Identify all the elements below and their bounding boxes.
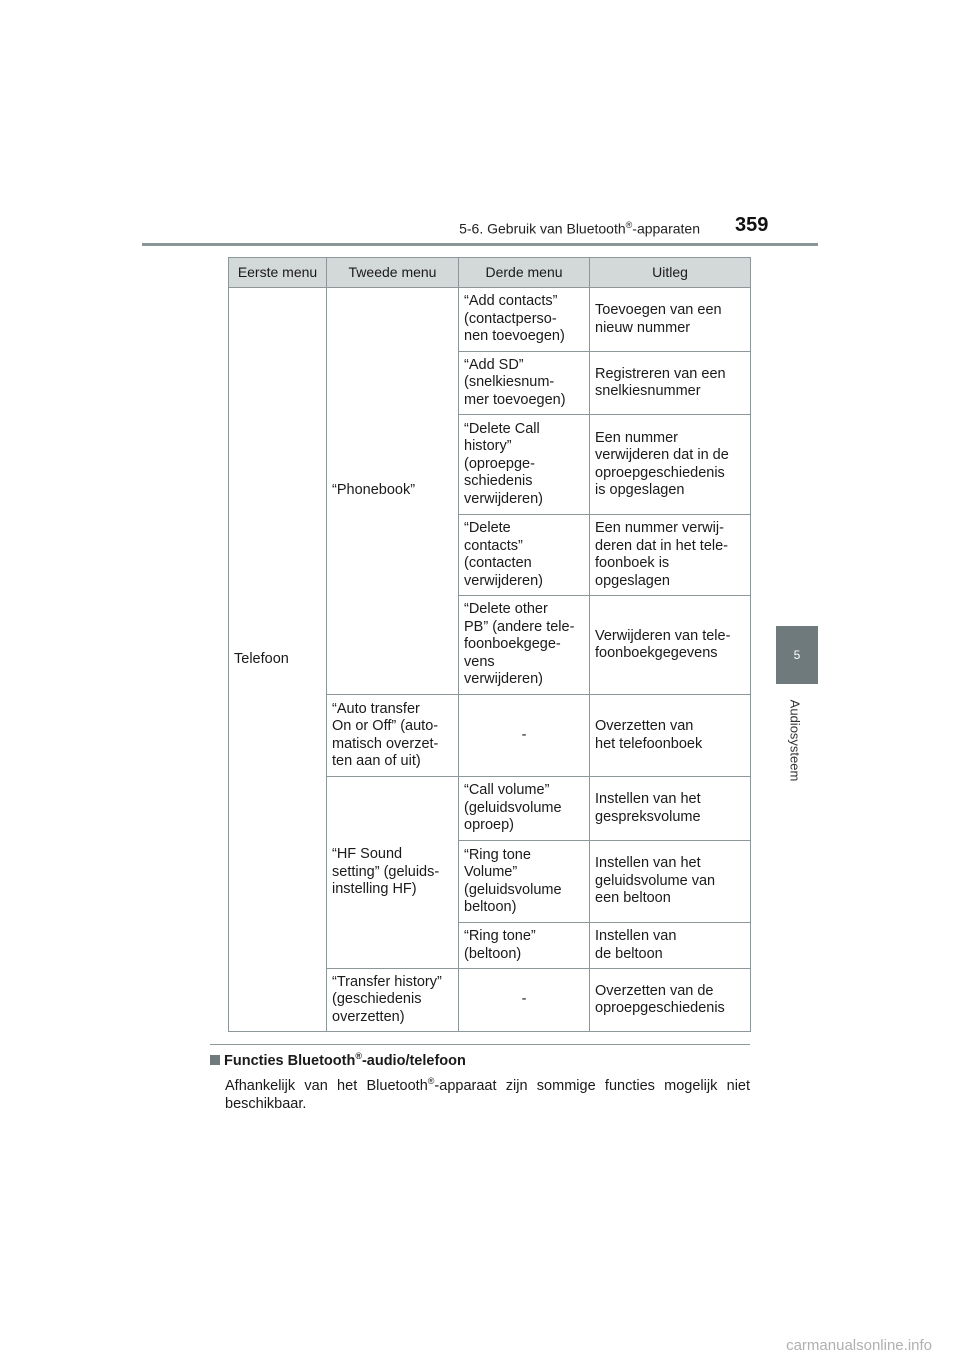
explanation-cell: Instellen van het gespreksvolume (590, 777, 751, 841)
second-menu-cell: “Transfer history” (geschiedenis overzetten) (327, 969, 459, 1032)
registered-mark: ® (625, 220, 633, 230)
third-menu-cell: - (459, 969, 590, 1032)
third-menu-cell: “Call volume” (geluidsvolume oproep) (459, 777, 590, 841)
explanation-cell: Instellen van de beltoon (590, 923, 751, 969)
third-menu-cell: “Ring tone Volume” (geluidsvolume beltoon) (459, 841, 590, 923)
page-number: 359 (735, 214, 769, 236)
chapter-label: Audiosysteem (787, 699, 803, 782)
third-menu-cell: - (459, 695, 590, 777)
explanation-cell: Een nummer verwijderen dat in de oproepgeschiedenis is opgeslagen (590, 415, 751, 515)
table-row (229, 288, 751, 352)
third-menu-cell: “Delete other PB” (andere tele- foonboekgege- vens verwijderen) (459, 596, 590, 695)
section-body-text: Afhankelijk van het Bluetooth (225, 1077, 428, 1094)
section-heading-text: Functies Bluetooth (224, 1052, 356, 1069)
first-menu-cell: Telefoon (229, 288, 327, 1032)
explanation-cell: Toevoegen van een nieuw nummer (590, 288, 751, 352)
column-header-second-menu: Tweede menu (327, 258, 459, 288)
table-header-row (229, 258, 751, 288)
third-menu-cell: “Delete Call history” (oproepge- schiedenis verwijderen) (459, 415, 590, 515)
column-header-explanation: Uitleg (590, 258, 751, 288)
section-heading (210, 1051, 750, 1069)
column-header-third-menu: Derde menu (459, 258, 590, 288)
explanation-cell: Verwijderen van tele- foonboekgegevens (590, 596, 751, 695)
second-menu-cell: “Auto transfer On or Off” (auto- matisch overzet- ten aan of uit) (327, 695, 459, 777)
explanation-cell: Overzetten van de oproepgeschiedenis (590, 969, 751, 1032)
section-divider (210, 1044, 750, 1045)
column-header-first-menu: Eerste menu (229, 258, 327, 288)
section-body-suffix: -apparaat zijn sommige functies mogelijk niet beschikbaar. (225, 1077, 751, 1112)
explanation-cell: Instellen van het geluidsvolume van een beltoon (590, 841, 751, 923)
watermark: carmanualsonline.info (786, 1337, 932, 1354)
section-title-text: 5-6. Gebruik van Bluetooth (459, 220, 626, 237)
section-heading-suffix: -audio/telefoon (361, 1052, 466, 1069)
registered-mark: ® (355, 1051, 362, 1061)
header-divider (142, 243, 818, 246)
explanation-cell: Een nummer verwij- deren dat in het tele- foonboek is opgeslagen (590, 515, 751, 596)
menu-table (228, 257, 751, 1032)
bluetooth-functions-section (210, 1044, 750, 1113)
explanation-cell: Overzetten van het telefoonboek (590, 695, 751, 777)
section-title (420, 220, 700, 237)
third-menu-cell: “Add contacts” (contactperso- nen toevoegen) (459, 288, 590, 352)
second-menu-cell: “Phonebook” (327, 288, 459, 695)
section-title-suffix: -apparaten (632, 220, 700, 237)
third-menu-cell: “Add SD” (snelkiesnum- mer toevoegen) (459, 352, 590, 415)
third-menu-cell: “Ring tone” (beltoon) (459, 923, 590, 969)
square-bullet-icon (210, 1055, 220, 1065)
second-menu-cell: “HF Sound setting” (geluids- instelling HF) (327, 777, 459, 969)
section-body (210, 1072, 750, 1113)
explanation-cell: Registreren van een snelkiesnummer (590, 352, 751, 415)
third-menu-cell: “Delete contacts” (contacten verwijderen) (459, 515, 590, 596)
registered-mark: ® (427, 1075, 435, 1086)
chapter-tab: 5 (776, 626, 818, 684)
